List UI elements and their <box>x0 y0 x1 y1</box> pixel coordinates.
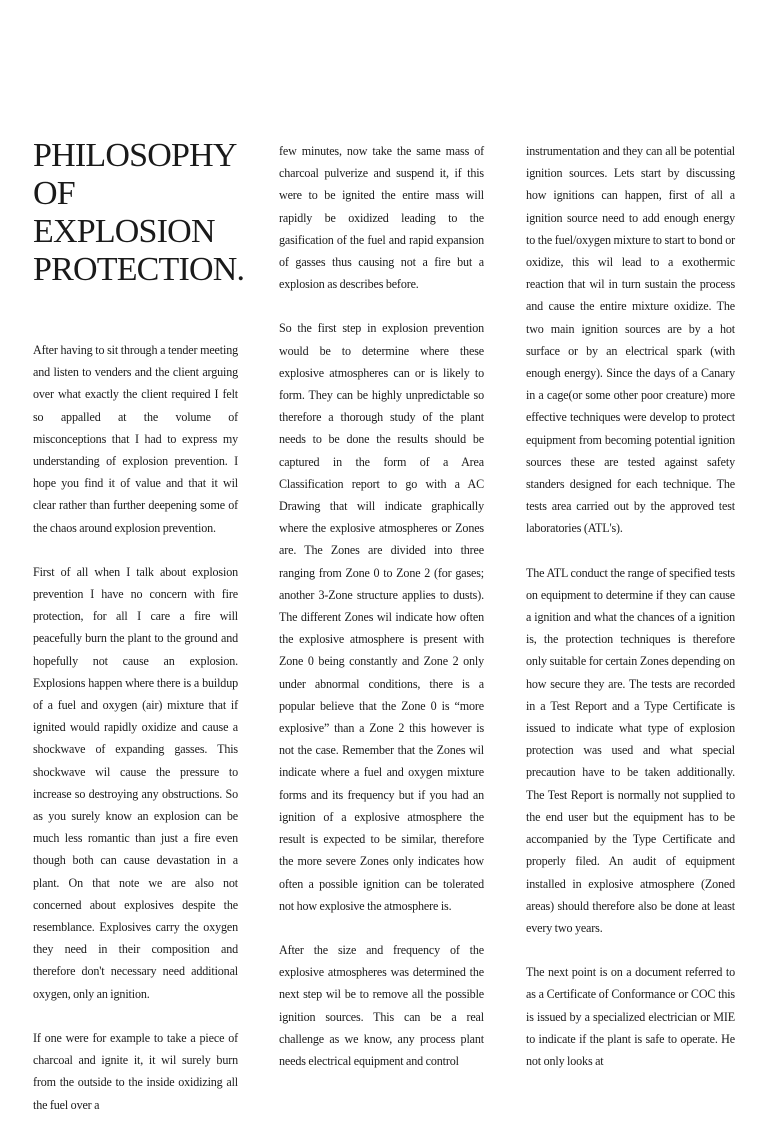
title-line: EXPLOSION <box>33 213 215 250</box>
paragraph: few minutes, now take the same mass of charcoal pulverize and suspend it, if this were to be ignited the entire mass will rapidly be oxidized leading to the gasification of the fuel and rapid expansion of gasses thus causing not a fire but a explosion as describes before. <box>279 144 484 292</box>
column-1 <box>33 137 245 1138</box>
title-line: PROTECTION. <box>33 251 245 288</box>
paragraph: After having to sit through a tender meeting and listen to venders and the client arguing over what exactly the client required I felt so appalled at the volume of misconceptions that I had to express my understanding of explosion prevention. I hope you find it of value and that it wil clear rather than further deepening some of the chaos around explosion prevention. <box>33 343 238 535</box>
paragraph: If one were for example to take a piece of charcoal and ignite it, it wil surely burn from the outside to the inside oxidizing all the fuel over a <box>33 1030 238 1112</box>
paragraph: instrumentation and they can all be potential ignition sources. Lets start by discussing how ignitions can happen, first of all a ignition source need to add enough energy to the fuel/oxygen mixture to start to bond or oxidize, this wil lead to a exothermic reaction that wil in turn sustain the process and cause the entire mixture oxidize. The two main ignition sources are by a hot surface or by an electrical spark (with enough energy). Since the days of a Canary in a cage(or some other poor creature) more effective techniques were develop to protect equipment from becoming potential ignition sources these are tested against safety standers designed for each technique. The tests area carried out by the approved test laboratories (ATL's). <box>526 144 735 536</box>
paragraph: First of all when I talk about explosion prevention I have no concern with fire protection, for all I care a fire will peacefully burn the plant to the ground and hopefully not cause an explosion. Explosions happen where there is a buildup of a fuel and oxygen (air) mixture that if ignited would rapidly oxidize and cause a shockwave of expanding gasses. This shockwave wil cause the pressure to increase so destroying any obstructions. So as you surely know an explosion can be much less romantic than just a fire even though both can cause devastation in a plant. On that note we are also not concerned about explosives despite the resemblance. Explosives carry the oxygen they need in their composition and therefore don't necessary need additional oxygen, only an ignition. <box>33 564 238 1001</box>
column-3 <box>526 140 735 1094</box>
article-title <box>33 137 245 289</box>
paragraph: So the first step in explosion prevention would be to determine where these explosive atmospheres can or is likely to form. They can be highly unpredictable so therefore a thorough study of the plant needs to be done the results should be captured in the form of a Area Classification report to go with a AC Drawing that will indicate graphically where the explosive atmospheres or Zones are. The Zones are divided into three ranging from Zone 0 to Zone 2 (for gases; another 3-Zone structure applies to dusts). The different Zones wil indicate how often the explosive atmosphere is present with Zone 0 being constantly and Zone 2 only under abnormal conditions, there is a popular believe that the Zone 0 is “more explosive” than a Zone 2 this however is not the case. Remember that the Zones wil indicate where a fuel and oxygen mixture forms and its frequency but if you had an ignition of a explosive atmosphere the result is expected to be similar, therefore the more severe Zones only indicates how often a possible ignition can be tolerated not how explosive the atmosphere is. <box>279 321 484 913</box>
paragraph: The ATL conduct the range of specified tests on equipment to determine if they can cause a ignition and what the chances of a ignition is, the protection techniques is therefore only suitable for certain Zones depending on how secure they are. The tests are recorded in a Test Report and a Type Certificate is issued to indicate what type of explosion protection was used and what special precaution have to be taken additionally. The Test Report is normally not supplied to the end user but the equipment has to be accompanied by the Type Certificate and properly filed. An audit of equipment installed in explosive atmosphere (Zoned areas) should therefore also be done at least every two years. <box>526 565 735 935</box>
column-2 <box>279 140 484 1094</box>
paragraph: After the size and frequency of the explosive atmospheres was determined the next step wil be to remove all the possible ignition sources. This can be a real challenge as we know, any process plant needs electrical equipment and control <box>279 942 484 1068</box>
title-line: PHILOSOPHY OF <box>33 137 237 212</box>
paragraph: The next point is on a document referred to as a Certificate of Conformance or COC this is issued by a specialized electrician or MIE to indicate if the plant is safe to operate. He not only looks at <box>526 965 735 1068</box>
